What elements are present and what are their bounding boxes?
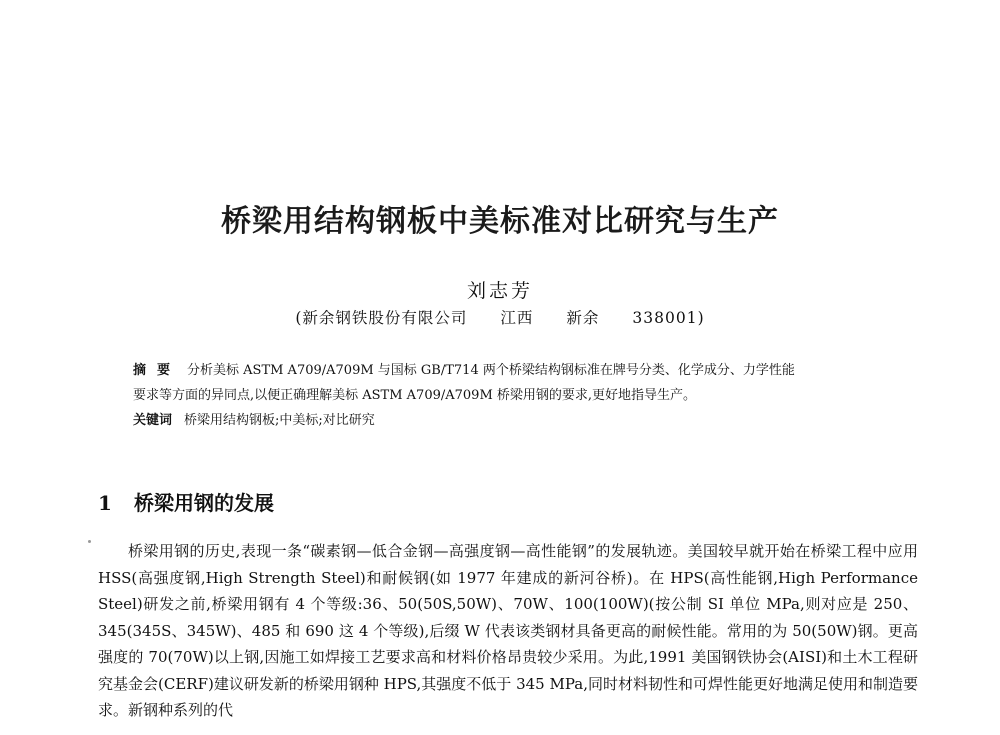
- abstract-block: [133, 358, 903, 433]
- abstract-label: 摘要: [133, 363, 182, 378]
- author-name: 刘志芳: [466, 280, 533, 302]
- abstract-line-1: [133, 358, 903, 383]
- abstract-text-2: 要求等方面的异同点,以便正确理解美标 ASTM A709/A709M 桥梁用钢的要求,更好地指导生产。: [133, 388, 697, 403]
- body-paragraph: 桥梁用钢的历史,表现一条“碳素钢—低合金钢—高强度钢—高性能钢”的发展轨迹。美国较早就开始在桥梁工程中应用 HSS(高强度钢,High Strength Steel)和耐候钢(如 1977 年建成的新河谷桥)。在 HPS(高性能钢,High Performance Steel)研发之前,桥梁用钢有 4 个等级:36、50(50S,50W)、70W、100(100W)(按公制 SI 单位 MPa,则对应是 250、345(345S、345W)、485 和 690 这 4 个等级),后缀 W 代表该类钢材具备更高的耐候性能。常用的为 50(50W)钢。更高强度的 70(70W)以上钢,因施工如焊接工艺要求高和材料价格昂贵较少采用。为此,1991 美国钢铁协会(AISI)和土木工程研究基金会(CERF)建议研发新的桥梁用钢种 HPS,其强度不低于 345 MPa,同时材料韧性和可焊性能更好地满足使用和制造要求。新钢种系列的代: [98, 542, 918, 719]
- section-heading: [98, 487, 274, 516]
- keywords-text: 桥梁用结构钢板;中美标;对比研究: [184, 413, 375, 428]
- section-body: [98, 538, 918, 724]
- author-affiliation: (新余钢铁股份有限公司 江西 新余 338001): [295, 309, 705, 327]
- section-number: 1: [98, 491, 112, 515]
- abstract-text-1: 分析美标 ASTM A709/A709M 与国标 GB/T714 两个桥梁结构钢标准在牌号分类、化学成分、力学性能: [187, 363, 795, 378]
- abstract-line-2: [133, 383, 903, 408]
- keywords-line: [133, 408, 903, 433]
- margin-dot: [88, 540, 91, 543]
- keywords-label: 关键词: [133, 413, 173, 428]
- section-title: 桥梁用钢的发展: [134, 491, 274, 515]
- paper-title: 桥梁用结构钢板中美标准对比研究与生产: [221, 204, 779, 239]
